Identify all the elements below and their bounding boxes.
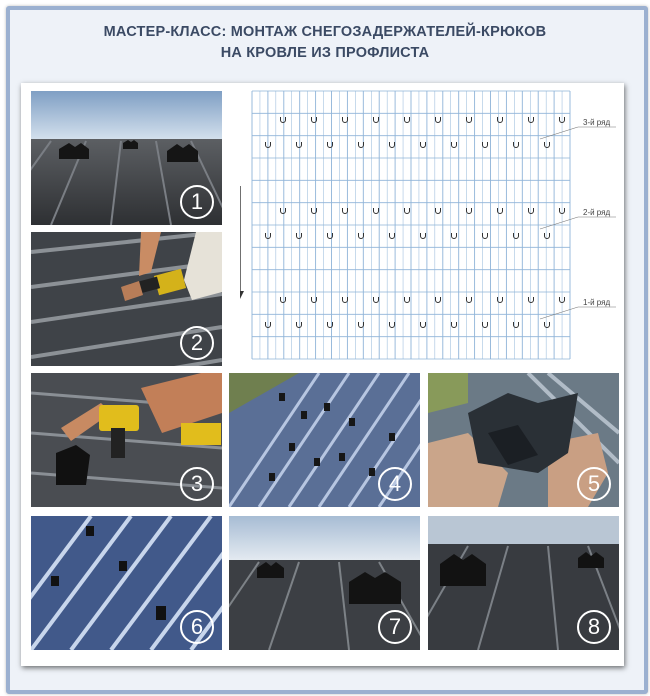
snow-hook-icon [405,297,410,303]
step-number-8: 8 [577,610,611,644]
step-number-7: 7 [378,610,412,644]
step-photo-6 [31,516,222,650]
snow-hook-icon [374,117,379,123]
snow-hook-icon [390,322,395,328]
snow-hook-icon [343,208,348,214]
step-photo-3 [31,373,222,507]
snow-hook-icon [421,142,426,148]
snow-hook-icon [297,142,302,148]
snow-hook-icon [281,208,286,214]
snow-hook-icon [405,117,410,123]
snow-hook-icon [467,117,472,123]
snow-hook-icon [436,297,441,303]
snow-hook-icon [390,142,395,148]
snow-hook-icon [436,117,441,123]
snow-hook-icon [452,233,457,239]
snow-hook-icon [545,233,550,239]
title-line-2: НА КРОВЛЕ ИЗ ПРОФЛИСТА [220,45,430,61]
snow-hook-icon [452,322,457,328]
snow-hook-icon [483,322,488,328]
row-label-1: 3-й ряд [583,118,611,127]
snow-hook-icon [281,117,286,123]
snow-hook-icon [529,297,534,303]
step-photo-2 [31,232,222,366]
snow-hook-icon [297,322,302,328]
snow-hook-icon [545,142,550,148]
snow-hook-icon [374,208,379,214]
snow-hook-icon [343,117,348,123]
step-number-5: 5 [577,467,611,501]
snow-hook-icon [374,297,379,303]
snow-hook-icon [529,208,534,214]
snow-hook-icon [281,297,286,303]
step-number-2: 2 [180,326,214,360]
snow-hook-icon [359,233,364,239]
snow-hook-icon [452,142,457,148]
title-line-1: МАСТЕР-КЛАСС: МОНТАЖ СНЕГОЗАДЕРЖАТЕЛЕЙ-КРЮКОВ [103,24,547,40]
snow-hook-icon [467,208,472,214]
step-photo-5 [428,373,619,507]
down-arrow-head-icon [240,291,244,299]
row-label-3: 1-й ряд [583,298,611,307]
snow-hook-icon [529,117,534,123]
snow-hook-icon [467,297,472,303]
step-photo-8 [428,516,619,650]
snow-hook-icon [297,233,302,239]
step-number-4: 4 [378,467,412,501]
step-photo-1 [31,91,222,225]
step-photo-4 [229,373,420,507]
snow-hook-icon [359,142,364,148]
snow-hook-icon [405,208,410,214]
step-number-1: 1 [180,185,214,219]
roof-grid-diagram [240,87,626,365]
step-number-6: 6 [180,610,214,644]
snow-hook-icon [483,142,488,148]
snow-hook-icon [359,322,364,328]
snow-hook-icon [390,233,395,239]
snow-hook-icon [483,233,488,239]
page-title [0,22,650,64]
snow-hook-icon [545,322,550,328]
snow-hook-icon [421,322,426,328]
hook-layout-diagram [240,87,626,365]
row-label-2: 2-й ряд [583,208,611,217]
snow-hook-icon [343,297,348,303]
step-number-3: 3 [180,467,214,501]
snow-hook-icon [436,208,441,214]
step-photo-7 [229,516,420,650]
snow-hook-icon [421,233,426,239]
